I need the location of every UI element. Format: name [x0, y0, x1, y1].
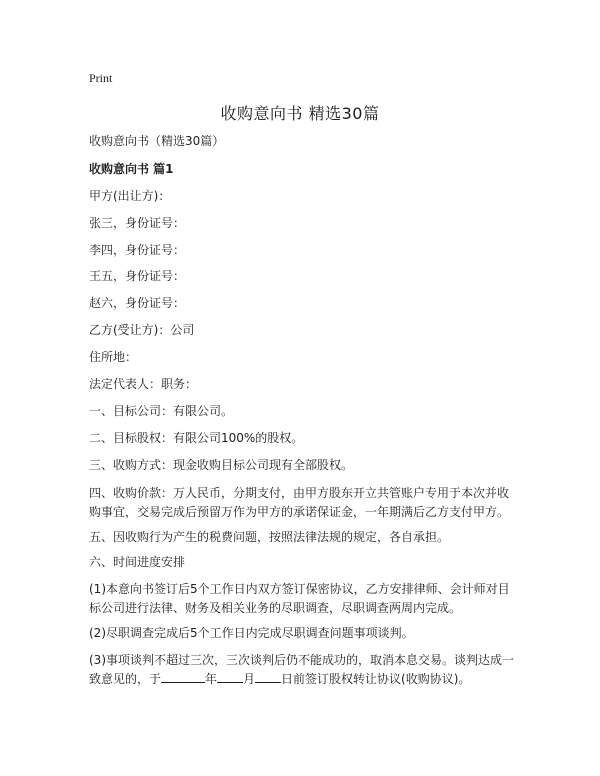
item-1: 一、目标公司：有限公司。 [89, 404, 234, 418]
party-a-line: 甲方(出让方)： [89, 189, 171, 203]
item-2: 二、目标股权：有限公司100%的股权。 [89, 431, 304, 445]
step-2: (2)尽职调查完成后5个工作日内完成尽职调查问题事项谈判。 [89, 626, 414, 640]
step-1: (1)本意向书签订后5个工作日内双方签订保密协议，乙方安排律师、会计师对目标公司进行法律、财务及相关业务的尽职调查，尽职调查两周内完成。 [89, 582, 510, 615]
document-subtitle: 收购意向书（精选30篇） [89, 134, 225, 148]
wangwu-line: 王五，身份证号： [89, 269, 186, 283]
section-heading: 收购意向书 篇1 [89, 162, 174, 176]
print-link[interactable]: Print [89, 71, 113, 85]
item-3: 三、收购方式：现金收购目标公司现有全部股权。 [89, 458, 354, 472]
step-3-part-1: (3)事项谈判不超过三次，三次谈判后仍不能成功的，取消本息交易。谈判达成一致意见的，于 [89, 653, 515, 686]
step-3 [89, 651, 514, 689]
item-5: 五、因收购行为产生的税费问题，按照法律法规的规定，各自承担。 [89, 530, 450, 544]
item-4: 四、收购价款：万人民币，分期支付，由甲方股东开立共管账户专用于本次并收购事宜，交易完成后预留万作为甲方的承诺保证金，一年期满后乙方支付甲方。 [89, 486, 510, 519]
address-line: 住所地： [89, 350, 138, 364]
day-blank [255, 670, 281, 683]
year-blank [161, 670, 205, 683]
document-title: 收购意向书 精选30篇 [220, 104, 380, 123]
party-b-line: 乙方(受让方)：公司 [89, 323, 195, 337]
zhaoliu-line: 赵六，身份证号： [89, 296, 186, 310]
step-3-part-2: 日前签订股权转让协议(收购协议)。 [281, 672, 471, 686]
zhangsan-line: 张三，身份证号： [89, 216, 186, 230]
legal-rep-line: 法定代表人：职务： [89, 377, 198, 391]
item-6: 六、时间进度安排 [89, 555, 186, 569]
month-blank [217, 670, 243, 683]
step-3-year: 年 [205, 672, 218, 686]
lisi-line: 李四，身份证号： [89, 243, 186, 257]
step-3-month: 月 [243, 672, 256, 686]
